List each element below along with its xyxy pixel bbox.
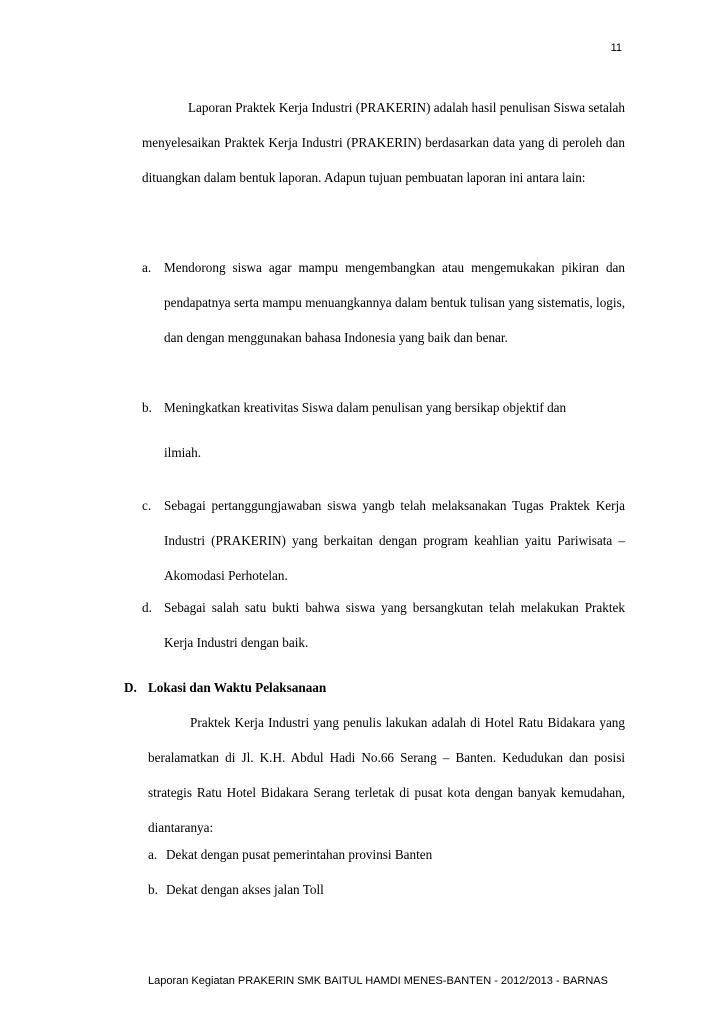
list-marker: b. [148, 882, 158, 897]
list-item-text: Sebagai salah satu bukti bahwa siswa yang bersangkutan telah melakukan Praktek Kerja Industri dengan baik. [164, 600, 625, 650]
list-item-text: Dekat dengan akses jalan Toll [166, 882, 324, 897]
section-title: Lokasi dan Waktu Pelaksanaan [148, 680, 327, 695]
location-item-b [148, 872, 625, 907]
list-item-text: Mendorong siswa agar mampu mengembangkan atau mengemukakan pikiran dan pendapatnya serta mampu menuangkannya dalam bentuk tulisan yang sistematis, logis, dan dengan menggunakan bahasa Indonesia yang baik dan benar. [164, 260, 625, 345]
list-marker: b. [142, 400, 152, 415]
section-paragraph-text: Praktek Kerja Industri yang penulis lakukan adalah di Hotel Ratu Bidakara yang beralamatkan di Jl. K.H. Abdul Hadi No.66 Serang – Banten. Kedudukan dan posisi strategis Ratu Hotel Bidakara Serang terletak di pusat kota dengan banyak kemudahan, diantaranya: [148, 715, 625, 835]
objective-item-a [142, 250, 625, 355]
objective-item-d [142, 590, 625, 660]
section-paragraph [148, 705, 625, 845]
page-footer: Laporan Kegiatan PRAKERIN SMK BAITUL HAMDI MENES-BANTEN - 2012/2013 - BARNAS [148, 975, 608, 987]
list-item-text: Sebagai pertanggungjawaban siswa yangb telah melaksanakan Tugas Praktek Kerja Industri (PRAKERIN) yang berkaitan dengan program keahlian yaitu Pariwisata – Akomodasi Perhotelan. [164, 498, 625, 583]
objective-item-c [142, 488, 625, 593]
list-item-text: Meningkatkan kreativitas Siswa dalam penulisan yang bersikap objektif dan [164, 400, 567, 415]
objective-item-b-continued [142, 435, 625, 470]
section-marker: D. [124, 680, 137, 695]
location-item-a [148, 837, 625, 872]
intro-paragraph-text: Laporan Praktek Kerja Industri (PRAKERIN) adalah hasil penulisan Siswa setalah menyelesaikan Praktek Kerja Industri (PRAKERIN) berdasarkan data yang di peroleh dan dituangkan dalam bentuk laporan. Adapun tujuan pembuatan laporan ini antara lain: [142, 100, 625, 185]
list-marker: d. [142, 600, 152, 615]
page-number: 11 [610, 42, 622, 54]
intro-paragraph [142, 90, 625, 195]
objective-item-b [142, 390, 625, 425]
list-item-text: Dekat dengan pusat pemerintahan provinsi Banten [166, 847, 433, 862]
list-item-text: ilmiah. [164, 445, 201, 460]
list-marker: c. [142, 498, 152, 513]
section-heading [124, 673, 326, 703]
list-marker: a. [148, 847, 158, 862]
list-marker: a. [142, 260, 152, 275]
